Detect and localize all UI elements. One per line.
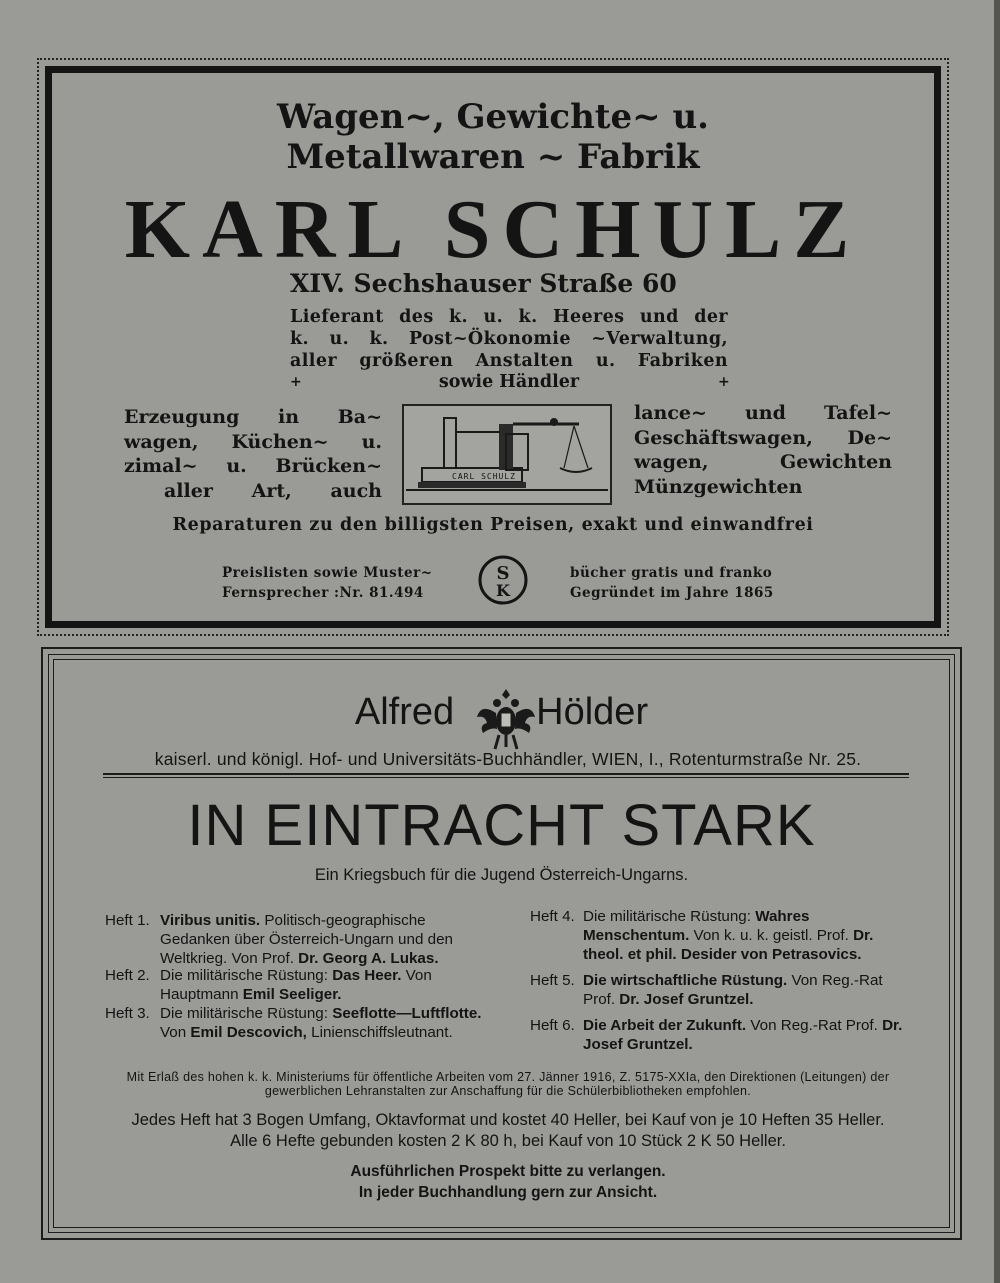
heft-description: Von Hauptmann (160, 967, 432, 1003)
heft-entry-5 (530, 971, 920, 1011)
ministry-decree: Mit Erlaß des hohen k. k. Ministeriums für öffentliche Arbeiten vom 27. Jänner 1916, Z. 5175-XXIa, den Direktionen (Leitungen) der gewerblichen Lehranstalten zur Anschaffung für die Schülerbibliotheken empfohlen. (126, 1070, 890, 1098)
price-line-1: Jedes Heft hat 3 Bogen Umfang, Oktavformat und kostet 40 Heller, bei Kauf von je 10 Heften 35 Heller. (131, 1111, 885, 1129)
svg-text:S: S (496, 563, 510, 584)
heft-label: Heft 5. (530, 972, 575, 989)
heft-description: Die militärische Rüstung: (160, 967, 333, 984)
left-line: Erzeugung in Ba~ (124, 406, 382, 428)
scale-illustration (402, 404, 612, 505)
book-subtitle: Ein Kriegsbuch für die Jugend Österreich-Ungarns. (314, 866, 689, 884)
heft-author: Dr. Josef Gruntzel. (619, 991, 754, 1008)
heft-author: Emil Seeliger. (242, 986, 342, 1003)
heft-description: Die militärische Rüstung: (160, 1005, 333, 1022)
schulz-supplier-block (290, 306, 728, 372)
right-line: Münzgewichten (634, 475, 803, 498)
schulz-info-left (222, 563, 433, 603)
schulz-haendler: sowie Händler (438, 372, 580, 392)
schulz-firm-name: KARL SCHULZ (124, 183, 862, 276)
schulz-headline-1: Wagen~, Gewichte~ u. (276, 97, 710, 137)
left-line: wagen, Küchen~ u. (124, 430, 382, 453)
right-line: lance~ und Tafel~ (634, 402, 892, 424)
double-eagle-icon (475, 683, 537, 753)
supplier-line: aller größeren Anstalten u. Fabriken (290, 351, 728, 371)
divider-rule (103, 777, 909, 778)
page-edge (994, 0, 1000, 1283)
scale-label: CARL SCHULZ (452, 472, 516, 481)
schulz-right-column (634, 401, 892, 499)
prospekt-line: In jeder Buchhandlung gern zur Ansicht. (358, 1184, 658, 1201)
schulz-headline-2: Metallwaren ~ Fabrik (286, 137, 700, 177)
heft-label: Heft 2. (105, 967, 150, 984)
price-line-2: Alle 6 Hefte gebunden kosten 2 K 80 h, bei Kauf von 10 Stück 2 K 50 Heller. (230, 1132, 786, 1150)
info-line: Gegründet im Jahre 1865 (570, 585, 774, 601)
heft-title: Viribus unitis. (160, 912, 261, 929)
prospekt-line: Ausführlichen Prospekt bitte zu verlangen. (350, 1163, 666, 1180)
publisher-address-line: kaiserl. und königl. Hof- und Universitäts-Buchhändler, WIEN, I., Rotenturmstraße Nr. 25. (154, 749, 862, 769)
heft-author: Dr. Josef Gruntzel. (583, 1017, 903, 1053)
heft-title: Die Arbeit der Zukunft. (583, 1017, 747, 1034)
sk-logo-icon (477, 554, 529, 606)
heft-description: Linienschiffsleutnant. (306, 1024, 453, 1041)
left-line: aller Art, auch (164, 479, 382, 502)
heft-label: Heft 4. (530, 908, 575, 925)
heft-description: Von (160, 1024, 191, 1041)
book-title: IN EINTRACHT STARK (187, 793, 816, 858)
schulz-info-right (570, 563, 774, 603)
svg-text:K: K (496, 581, 510, 600)
heft-description: Von Reg.-Rat Prof. (583, 972, 883, 1008)
heft-title: Seeflotte—Luftflotte. (332, 1005, 482, 1022)
schulz-address: XIV. Sechshauser Straße 60 (290, 269, 677, 298)
heft-label: Heft 3. (105, 1005, 150, 1022)
divider-rule (103, 773, 909, 775)
prospekt-note (105, 1161, 911, 1203)
heft-description: Von k. u. k. geistl. Prof. (689, 927, 854, 944)
heft-label: Heft 1. (105, 912, 150, 929)
plus-mark-left: + (290, 374, 302, 390)
right-line: Geschäftswagen, De~ (634, 426, 892, 449)
right-line: wagen, Gewichten (634, 451, 892, 473)
left-line: zimal~ u. Brücken~ (124, 455, 382, 477)
heft-author: Dr. Georg A. Lukas. (298, 950, 439, 967)
heft-title: Die wirtschaftliche Rüstung. (583, 972, 788, 989)
heft-label: Heft 6. (530, 1017, 575, 1034)
plus-mark-right: + (718, 374, 730, 390)
heft-entry-6 (530, 1016, 920, 1056)
heft-title: Wahres Menschentum. (583, 908, 810, 944)
supplier-line: k. u. k. Post~Ökonomie ~Verwaltung, (290, 329, 728, 349)
heft-description: Politisch-geographische Gedanken über Österreich-Ungarn und den Weltkrieg. Von Prof. (160, 912, 453, 967)
heft-entry-3 (105, 1004, 510, 1064)
heft-description: Die militärische Rüstung: (583, 908, 756, 925)
supplier-line: Lieferant des k. u. k. Heeres und der (290, 307, 728, 327)
info-line: Fernsprecher :Nr. 81.494 (222, 585, 424, 601)
heft-title: Das Heer. (332, 967, 402, 984)
info-line: Preislisten sowie Muster~ (222, 565, 433, 581)
schulz-advertisement (37, 58, 949, 636)
platform-scale-icon (404, 406, 610, 503)
schulz-left-column (124, 405, 382, 503)
heft-entry-4 (530, 907, 920, 967)
heft-author: Dr. theol. et phil. Desider von Petrasovics. (583, 927, 874, 963)
heft-entry-1 (105, 911, 510, 971)
heft-description: Von Reg.-Rat Prof. (746, 1017, 883, 1034)
info-line: bücher gratis und franko (570, 565, 773, 581)
heft-author: Emil Descovich, (190, 1024, 307, 1041)
schulz-frame (45, 66, 941, 628)
schulz-repair-line: Reparaturen zu den billigsten Preisen, exakt und einwandfrei (172, 515, 814, 535)
publisher-first-name: Alfred (354, 691, 455, 733)
publisher-last-name: Hölder (536, 691, 649, 733)
hoelder-advertisement (41, 647, 962, 1240)
heft-entry-2 (105, 966, 510, 1006)
